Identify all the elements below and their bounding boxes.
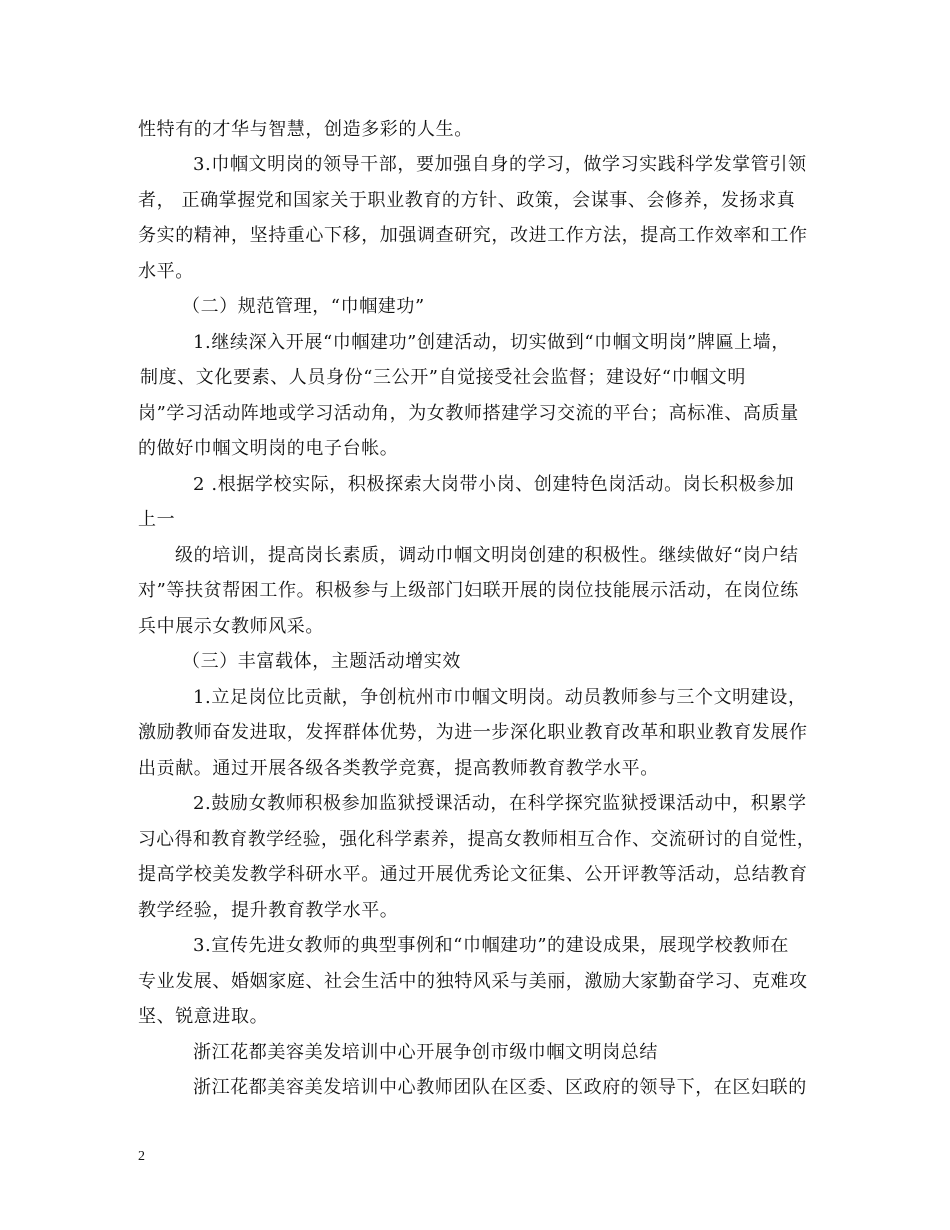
- text-line: 出贡献。通过开展各级各类教学竞赛，提高教师教育教学水平。: [138, 758, 659, 779]
- text-line: 1.继续深入开展“巾帼建功”创建活动，切实做到“巾帼文明岗”牌匾上墙，: [193, 332, 790, 353]
- text-line: 级的培训，提高岗长素质，调动巾帼文明岗创建的积极性。继续做好“岗户结: [175, 545, 799, 566]
- text-line: 对”等扶贫帮困工作。积极参与上级部门妇联开展的岗位技能展示活动，在岗位练: [138, 580, 799, 601]
- text-line: 激励教师奋发进取，发挥群体优势，为进一步深化职业教育改革和职业教育发展作: [138, 722, 808, 743]
- text-line: 3.宣传先进女教师的典型事例和“巾帼建功”的建设成果，展现学校教师在: [193, 935, 789, 956]
- text-line: 的做好巾帼文明岗的电子台帐。: [138, 438, 399, 459]
- text-line: 坚、锐意进取。: [138, 1006, 269, 1027]
- text-line: 水平。: [138, 261, 194, 282]
- text-line: 制度、文化要素、人员身份“三公开”自觉接受社会监督；建设好“巾帼文明: [140, 367, 747, 388]
- text-line: 务实的精神，坚持重心下移，加强调查研究，改进工作方法，提高工作效率和工作: [138, 225, 808, 246]
- text-line: 专业发展、婚姻家庭、社会生活中的独特风采与美丽，激励大家勤奋学习、克难攻: [138, 971, 808, 992]
- section-heading: （二）规范管理，“巾帼建功”: [182, 296, 425, 317]
- text-line: 岗”学习活动阵地或学习活动角，为女教师搭建学习交流的平台；高标准、高质量: [138, 403, 799, 424]
- text-line: 性特有的才华与智慧，创造多彩的人生。: [138, 119, 473, 140]
- text-line: 2.鼓励女教师积极参加监狱授课活动，在科学探究监狱授课活动中，积累学: [193, 793, 807, 814]
- text-line: 浙江花都美容美发培训中心教师团队在区委、区政府的领导下，在区妇联的: [193, 1077, 807, 1098]
- text-line: 3.巾帼文明岗的领导干部，要加强自身的学习，做学习实践科学发掌管引领: [193, 154, 807, 175]
- section-heading: （三）丰富载体，主题活动增实效: [182, 651, 461, 672]
- text-line: 1.立足岗位比贡献，争创杭州市巾帼文明岗。动员教师参与三个文明建设，: [193, 687, 807, 708]
- text-line: 兵中展示女教师风采。: [138, 616, 324, 637]
- page-number: 2: [138, 1149, 145, 1164]
- text-line: 者， 正确掌握党和国家关于职业教育的方针、政策，会谋事、会修养，发扬求真: [138, 190, 796, 211]
- text-line: 习心得和教育教学经验，强化科学素养，提高女教师相互合作、交流研讨的自觉性，: [138, 829, 816, 850]
- text-line: 2 .根据学校实际，积极探索大岗带小岗、创建特色岗活动。岗长积极参加: [193, 474, 795, 495]
- text-line: 教学经验，提升教育教学水平。: [138, 900, 399, 921]
- text-line: 上一: [138, 509, 176, 530]
- document-title-line: 浙江花都美容美发培训中心开展争创市级巾帼文明岗总结: [193, 1042, 658, 1063]
- text-line: 提高学校美发教学科研水平。通过开展优秀论文征集、公开评教等活动，总结教育: [138, 864, 808, 885]
